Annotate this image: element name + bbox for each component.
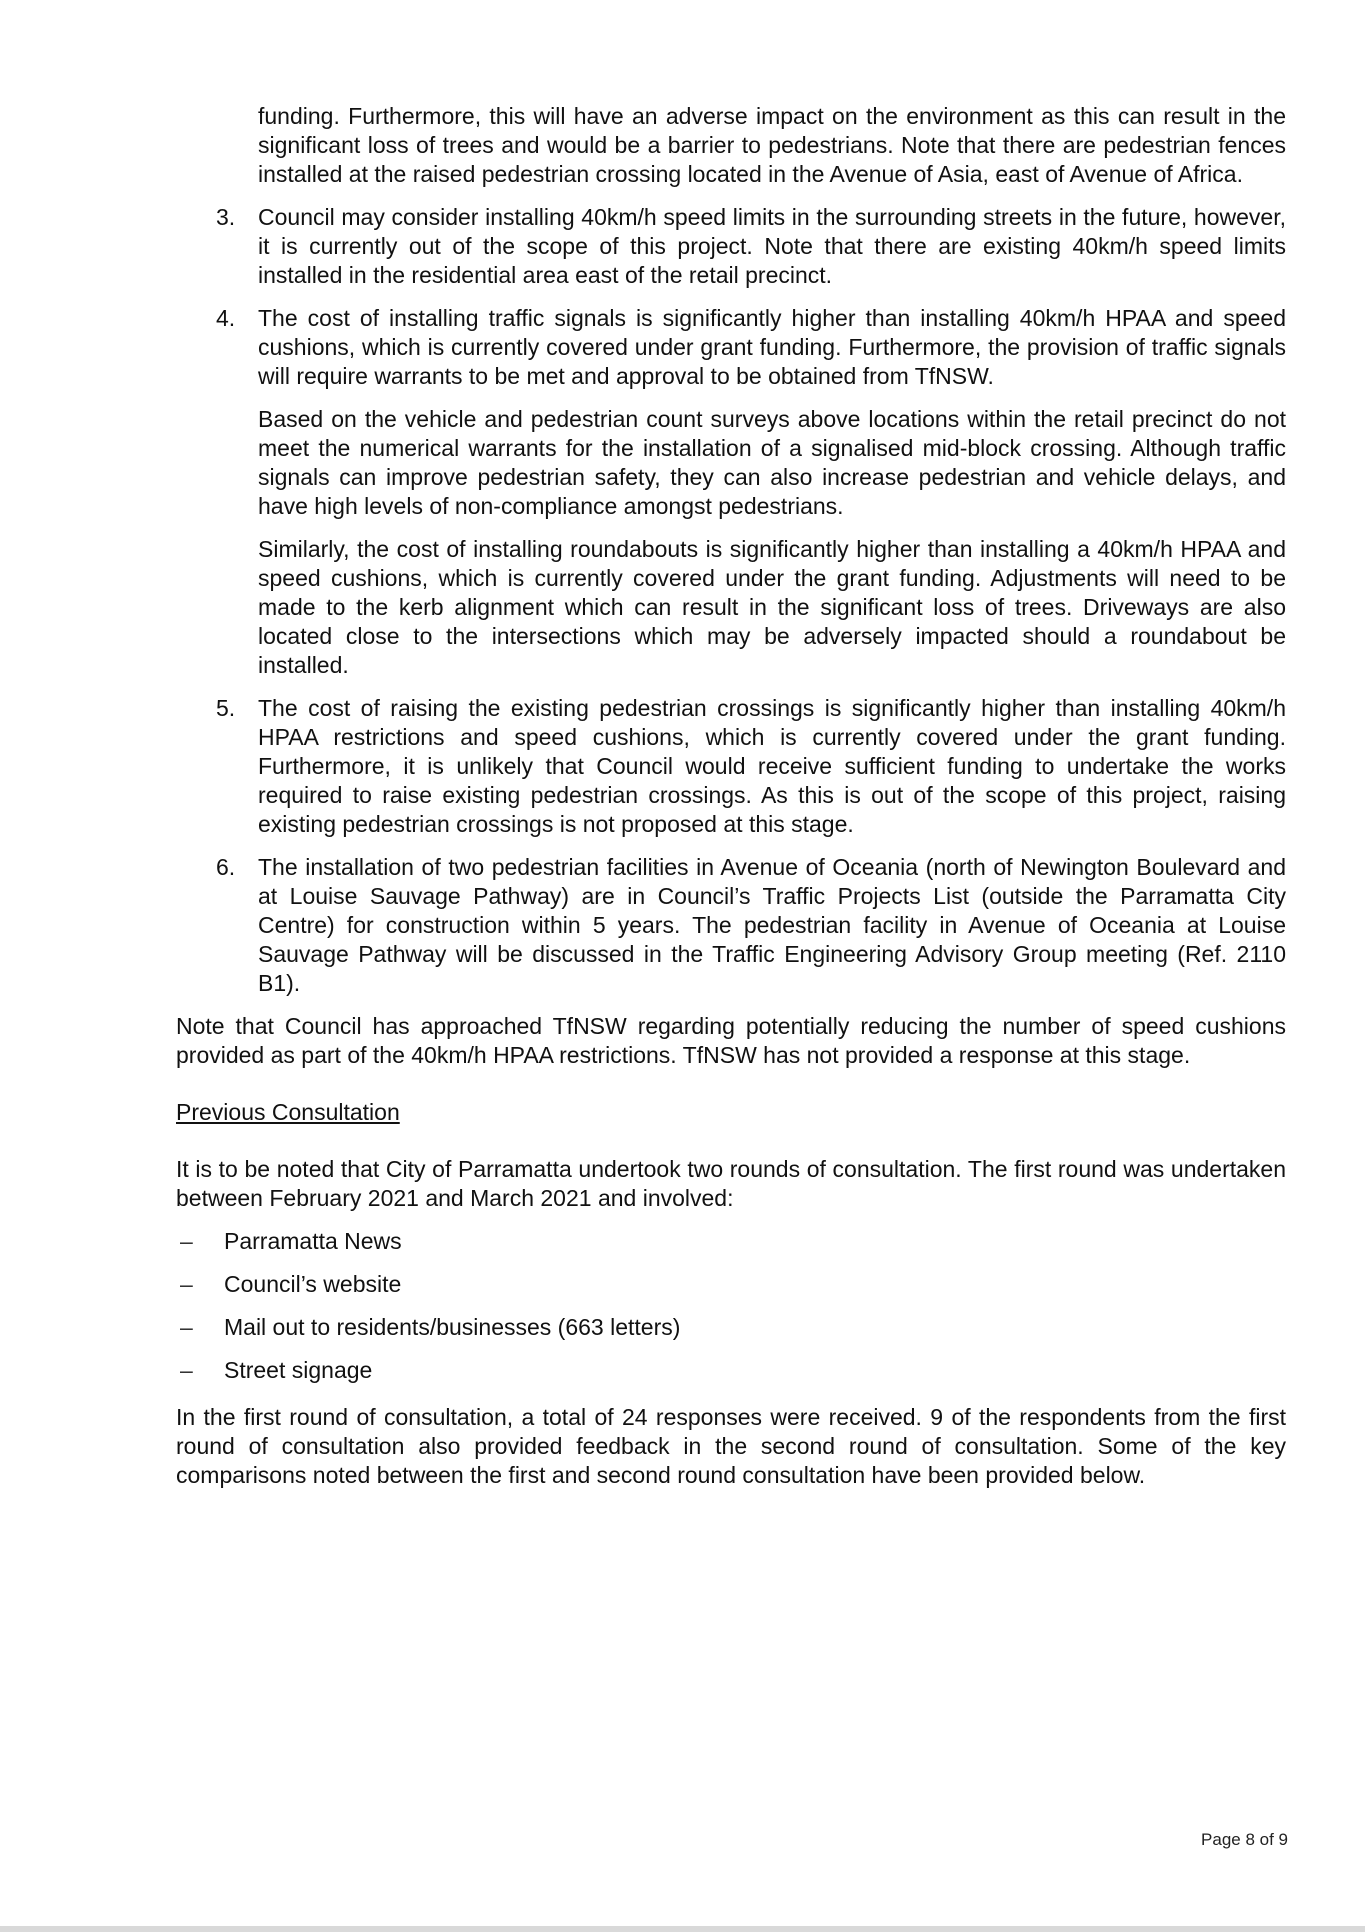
bullet-text: Street signage (224, 1357, 373, 1383)
page-number: Page 8 of 9 (1201, 1830, 1288, 1849)
first-round-paragraph: In the first round of consultation, a total of 24 responses were received. 9 of the respondents from the first round of consultation also provided feedback in the second round of consultation. Some of the key comparisons noted between the first and second round consultation have been provided below. (176, 1404, 1286, 1488)
list-item-subparagraph: Based on the vehicle and pedestrian count surveys above locations within the retail precinct do not meet the numerical warrants for the installation of a signalised mid-block crossing. Although traffic signals can improve pedestrian safety, they can also increase pedestrian and vehicle delays, and have high levels of non-compliance amongst pedestrians. (258, 406, 1286, 519)
bullet-item (176, 1313, 1286, 1342)
bullet-item (176, 1356, 1286, 1385)
bullet-item (176, 1270, 1286, 1299)
list-item-text: The cost of installing traffic signals is significantly higher than installing 40km/h HPAA and speed cushions, which is currently covered under grant funding. Furthermore, the provision of traffic signals will require warrants to be met and approval to be obtained from TfNSW. (258, 305, 1286, 389)
list-number: 6. (216, 854, 236, 880)
bullet-text: Mail out to residents/businesses (663 letters) (224, 1314, 681, 1340)
list-item-4 (176, 304, 1286, 680)
dash-bullet-icon: – (180, 1357, 193, 1383)
continuation-paragraph: funding. Furthermore, this will have an adverse impact on the environment as this can result in the significant loss of trees and would be a barrier to pedestrians. Note that there are pedestrian fences installed at the raised pedestrian crossing located in the Avenue of Asia, east of Avenue of Africa. (258, 103, 1286, 187)
page-body (176, 102, 1286, 1490)
section-heading: Previous Consultation (176, 1099, 400, 1125)
list-number: 4. (216, 305, 236, 331)
list-item-text: The installation of two pedestrian facilities in Avenue of Oceania (north of Newington Boulevard and at Louise Sauvage Pathway) are in Council’s Traffic Projects List (outside the Parramatta City Centre) for construction within 5 years. The pedestrian facility in Avenue of Oceania at Louise Sauvage Pathway will be discussed in the Traffic Engineering Advisory Group meeting (Ref. 2110 B1). (258, 854, 1286, 996)
consultation-intro-paragraph: It is to be noted that City of Parramatta undertook two rounds of consultation. The first round was undertaken between February 2021 and March 2021 and involved: (176, 1156, 1286, 1211)
list-number: 5. (216, 695, 236, 721)
list-item-3 (176, 203, 1286, 290)
list-item-5 (176, 694, 1286, 839)
bullet-text: Council’s website (224, 1271, 402, 1297)
dash-bullet-icon: – (180, 1271, 193, 1297)
dash-bullet-icon: – (180, 1314, 193, 1340)
page-bottom-divider (0, 1926, 1365, 1932)
list-item-subparagraph: Similarly, the cost of installing roundabouts is significantly higher than installing a 40km/h HPAA and speed cushions, which is currently covered under the grant funding. Adjustments will need to be made to the kerb alignment which can result in the significant loss of trees. Driveways are also located close to the intersections which may be adversely impacted should a roundabout be installed. (258, 536, 1286, 678)
dash-bullet-icon: – (180, 1228, 193, 1254)
list-item-text: Council may consider installing 40km/h speed limits in the surrounding streets in the future, however, it is currently out of the scope of this project. Note that there are existing 40km/h speed limits installed in the residential area east of the retail precinct. (258, 204, 1286, 288)
list-number: 3. (216, 204, 236, 230)
list-item-6 (176, 853, 1286, 998)
note-paragraph: Note that Council has approached TfNSW regarding potentially reducing the number of speed cushions provided as part of the 40km/h HPAA restrictions. TfNSW has not provided a response at this stage. (176, 1013, 1286, 1068)
bullet-item (176, 1227, 1286, 1256)
list-item-text: The cost of raising the existing pedestrian crossings is significantly higher than installing 40km/h HPAA restrictions and speed cushions, which is currently covered under the grant funding. Furthermore, it is unlikely that Council would receive sufficient funding to undertake the works required to raise existing pedestrian crossings. As this is out of the scope of this project, raising existing pedestrian crossings is not proposed at this stage. (258, 695, 1286, 837)
bullet-text: Parramatta News (224, 1228, 402, 1254)
